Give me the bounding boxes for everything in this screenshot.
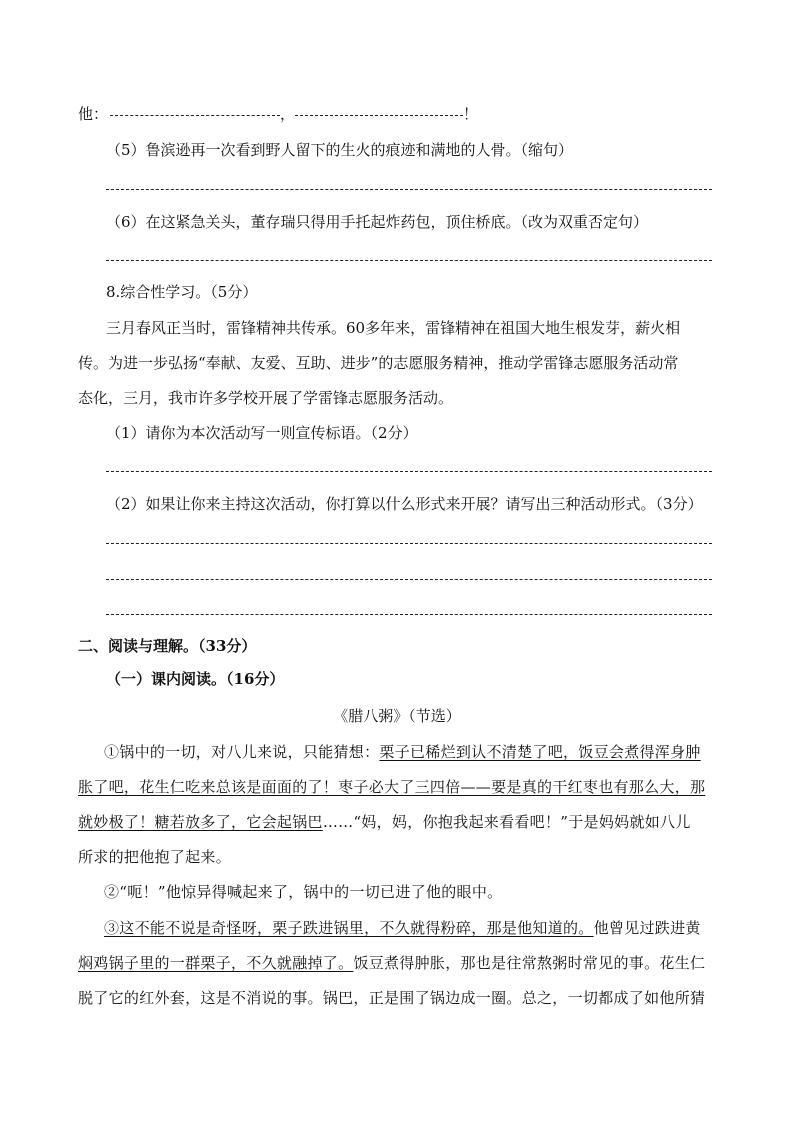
answer-line-sub2-b[interactable] — [106, 579, 712, 580]
answer-line-sub2-a[interactable] — [106, 543, 712, 544]
section2-subheading: （一）课内阅读。（16分） — [106, 670, 285, 688]
q8-sub1: （1）请你为本次活动写一则宣传标语。（2分） — [106, 424, 418, 442]
p1-underlined-c: 就妙极了！糖若放多了，它会起锅巴 — [78, 813, 323, 831]
q8-sub2: （2）如果让你来主持这次活动，你打算以什么形式来开展？请写出三种活动形式。（3分） — [106, 495, 703, 513]
p1-text-b: ……“妈，妈，你抱我起来看看吧！”于是妈妈就如八儿 — [322, 813, 691, 831]
p1-underlined-a: 栗子已稀烂到认不清楚了吧，饭豆会煮得浑身肿 — [379, 743, 701, 761]
q7-item6: （6）在这紧急关头，董存瑞只得用手托起炸药包，顶住桥底。（改为双重否定句） — [106, 213, 649, 231]
answer-blank-1[interactable] — [110, 115, 280, 116]
passage-p1-line3 — [78, 812, 718, 832]
p3-underlined-b: 焖鸡锅子里的一群栗子，不久就融掉了。 — [78, 954, 354, 972]
q8-heading: 8.综合性学习。（5分） — [106, 283, 258, 301]
passage-p1-line1 — [104, 742, 744, 762]
q7-dialogue-line — [78, 104, 718, 124]
q8-para-line1: 三月春风正当时，雷锋精神共传承。60多年来，雷锋精神在祖国大地生根发芽，薪火相 — [106, 319, 681, 337]
answer-line-item5[interactable] — [106, 189, 712, 190]
exclaim-mark: ！ — [463, 105, 479, 123]
passage-p1-line4: 所求的把他抱了起来。 — [78, 848, 232, 866]
answer-blank-2[interactable] — [295, 115, 463, 116]
speaker-prefix: 他： — [78, 105, 109, 123]
comma-sep: ， — [280, 105, 296, 123]
passage-p1-line2 — [78, 777, 718, 797]
passage-p3-line3: 脱了它的红外套，这是不消说的事。锅巴，正是围了锅边成一圈。总之，一切都成了如他所猜 — [78, 989, 706, 1007]
p1-underlined-b: 胀了吧，花生仁吃来总该是面面的了！枣子必大了三四倍——要是真的干红枣也有那么大，那 — [78, 778, 706, 796]
p3-underlined-a: ③这不能不说是奇怪呀，栗子跌进锅里，不久就得粉碎，那是他知道的。 — [104, 919, 594, 937]
passage-p3-line1 — [104, 918, 744, 938]
q7-item5: （5）鲁滨逊再一次看到野人留下的生火的痕迹和满地的人骨。（缩句） — [106, 141, 574, 159]
q8-para-line3: 态化，三月，我市许多学校开展了学雷锋志愿服务活动。 — [78, 389, 454, 407]
passage-title: 《腊八粥》（节选） — [333, 707, 461, 725]
answer-line-sub2-c[interactable] — [106, 614, 712, 615]
p1-text-a: ①锅中的一切，对八儿来说，只能猜想： — [104, 743, 380, 761]
section2-heading: 二、阅读与理解。（33分） — [78, 637, 257, 655]
q8-para-line2: 传。为进一步弘扬“奉献、友爱、互助、进步”的志愿服务精神，推动学雷锋志愿服务活动常 — [78, 354, 679, 372]
answer-line-sub1[interactable] — [106, 471, 712, 472]
passage-p3-line2 — [78, 953, 718, 973]
answer-line-item6[interactable] — [106, 260, 712, 261]
p3-text-b: 饭豆煮得肿胀，那也是往常熬粥时常见的事。花生仁 — [353, 954, 706, 972]
p3-text-a: 他曾见过跌进黄 — [593, 919, 701, 937]
passage-p2: ②“呃！”他惊异得喊起来了，锅中的一切已进了他的眼中。 — [104, 883, 503, 901]
